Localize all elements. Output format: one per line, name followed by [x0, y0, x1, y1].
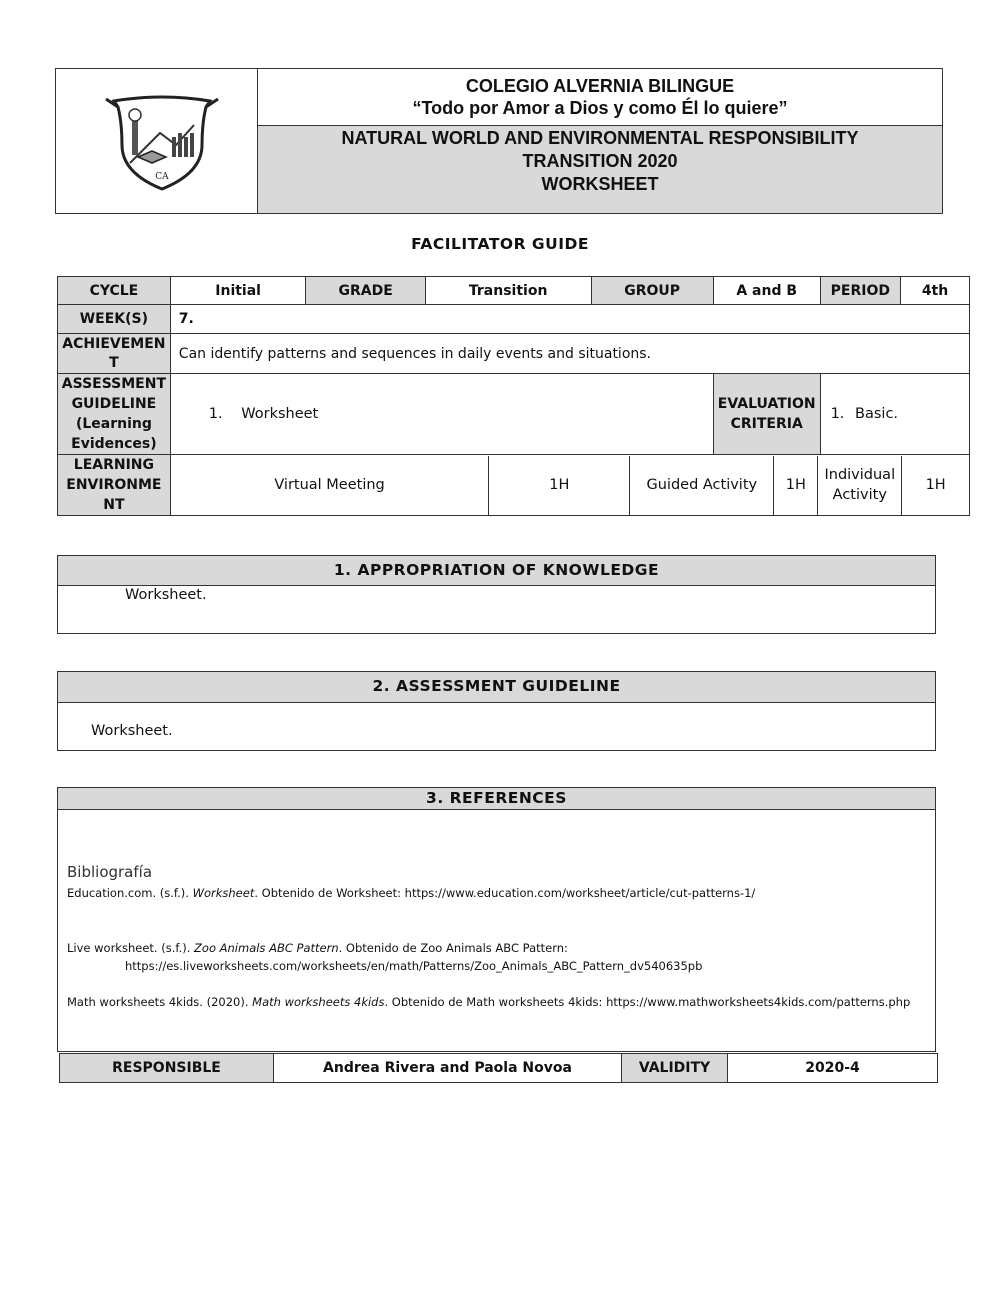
document-type: WORKSHEET: [541, 174, 659, 194]
achievement-label: ACHIEVEMEN T: [58, 334, 171, 374]
evaluation-number: 1.: [830, 406, 845, 422]
reference-3-author: Math worksheets 4kids. (2020).: [67, 995, 253, 1009]
page-title: FACILITATOR GUIDE: [411, 235, 589, 253]
reference-2-title: Zoo Animals ABC Pattern: [194, 941, 339, 955]
info-row-week: [58, 305, 970, 334]
grade-label: GRADE: [306, 277, 425, 305]
environment-label: LEARNING ENVIRONME NT: [58, 455, 171, 516]
info-row-cycle: [58, 277, 970, 305]
transition-year: TRANSITION 2020: [522, 151, 678, 171]
group-value: A and B: [713, 277, 820, 305]
logo-initials: CA: [155, 172, 169, 182]
reference-1: [67, 885, 755, 902]
env-individual: Individual Activity: [818, 456, 902, 515]
section-assessment: [57, 671, 936, 751]
group-label: GROUP: [591, 277, 713, 305]
section-references: [57, 787, 936, 1052]
assessment-text: Worksheet: [241, 406, 319, 422]
reference-3: [67, 994, 910, 1011]
section-3-body: [57, 810, 936, 1052]
environment-cell: [170, 455, 969, 516]
bibliography-title: Bibliografía: [67, 863, 153, 881]
evaluation-text: Basic.: [855, 406, 899, 422]
evaluation-value: [820, 374, 969, 455]
evaluation-label: EVALUATION CRITERIA: [713, 374, 820, 455]
info-row-assessment: [58, 374, 970, 455]
info-row-environment: [58, 455, 970, 516]
assessment-label: ASSESSMENT GUIDELINE (Learning Evidences): [58, 374, 171, 455]
school-name: COLEGIO ALVERNIA BILINGUE: [465, 76, 735, 96]
validity-value: 2020-4: [728, 1054, 938, 1083]
reference-3-source: . Obtenido de Math worksheets 4kids: https://www.mathworksheets4kids.com/patterns.php: [384, 995, 911, 1009]
env-individual-time: 1H: [902, 456, 969, 515]
reference-1-source: . Obtenido de Worksheet: https://www.education.com/worksheet/article/cut-patterns-1/: [254, 886, 756, 900]
grade-value: Transition: [425, 277, 591, 305]
school-motto: “Todo por Amor a Dios y como Él lo quiere”: [412, 98, 788, 118]
reference-2-author: Live worksheet. (s.f.).: [67, 941, 195, 955]
responsible-label: RESPONSIBLE: [60, 1054, 274, 1083]
env-virtual: Virtual Meeting: [171, 456, 489, 515]
period-label: PERIOD: [820, 277, 900, 305]
section-2-text: Worksheet.: [91, 723, 173, 739]
assessment-value: [170, 374, 713, 455]
reference-2-source: . Obtenido de Zoo Animals ABC Pattern:: [338, 941, 568, 955]
reference-3-title: Math worksheets 4kids: [252, 995, 385, 1009]
reference-2: [67, 940, 568, 957]
section-1-header: 1. APPROPRIATION OF KNOWLEDGE: [57, 555, 936, 586]
responsible-table: [59, 1053, 938, 1083]
reference-2-url[interactable]: https://es.liveworksheets.com/worksheets/en/math/Patterns/Zoo_Animals_ABC_Pattern_dv540635pb: [125, 959, 703, 973]
environment-subtable: [171, 456, 969, 515]
period-value: 4th: [901, 277, 970, 305]
section-3-header: 3. REFERENCES: [57, 787, 936, 810]
reference-1-title: Worksheet: [192, 886, 255, 900]
logo-cell: [56, 69, 258, 213]
reference-1-author: Education.com. (s.f.).: [67, 886, 193, 900]
env-virtual-time: 1H: [489, 456, 630, 515]
env-guided-time: 1H: [774, 456, 818, 515]
section-1-text: Worksheet.: [125, 587, 207, 603]
achievement-value: Can identify patterns and sequences in daily events and situations.: [170, 334, 969, 374]
env-guided: Guided Activity: [630, 456, 774, 515]
cycle-value: Initial: [170, 277, 306, 305]
section-1-body: [57, 586, 936, 634]
school-cell: [258, 69, 942, 126]
subject-title: NATURAL WORLD AND ENVIRONMENTAL RESPONSIBILITY: [341, 128, 859, 148]
assessment-number: 1.: [208, 406, 223, 422]
info-table: [57, 276, 970, 516]
section-appropriation: [57, 555, 936, 634]
validity-label: VALIDITY: [622, 1054, 728, 1083]
section-2-body: [57, 703, 936, 751]
info-row-achievement: [58, 334, 970, 374]
document-header: [55, 68, 943, 214]
responsible-value: Andrea Rivera and Paola Novoa: [274, 1054, 622, 1083]
subject-cell: [258, 126, 942, 213]
cycle-label: CYCLE: [58, 277, 171, 305]
week-value: 7.: [170, 305, 969, 334]
school-crest-logo: [102, 93, 222, 193]
week-label: WEEK(S): [58, 305, 171, 334]
section-2-header: 2. ASSESSMENT GUIDELINE: [57, 671, 936, 703]
